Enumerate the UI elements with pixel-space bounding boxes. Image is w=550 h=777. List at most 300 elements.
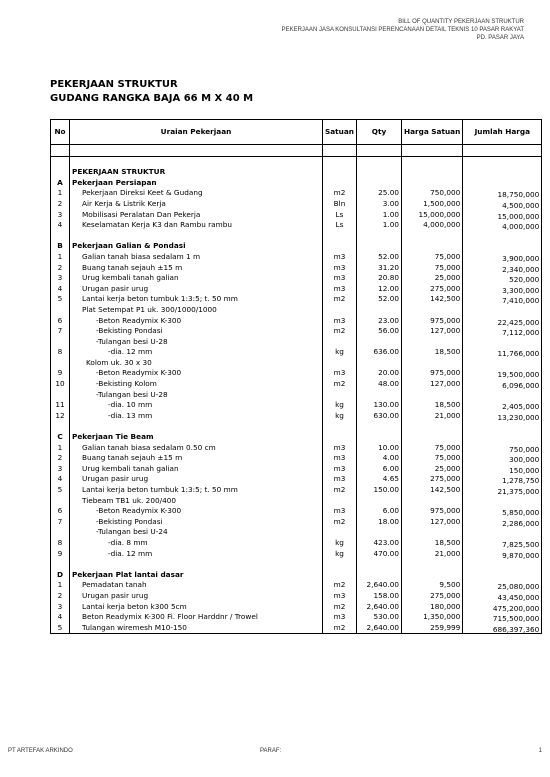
row-unit-price: 21,000 xyxy=(401,411,462,422)
row-description: -Beton Readymix K-300 xyxy=(70,316,323,327)
table-row xyxy=(51,580,542,591)
row-description: Air Kerja & Listrik Kerja xyxy=(70,199,323,210)
table-row xyxy=(51,167,542,178)
total-price-value: 19,500,000 xyxy=(497,370,540,380)
row-total-price xyxy=(463,178,542,189)
row-total-price xyxy=(463,400,542,411)
row-unit: m2 xyxy=(323,326,357,337)
row-no: 11 xyxy=(51,400,70,411)
total-price-value: 18,750,000 xyxy=(497,190,540,199)
col-header-unit: Satuan xyxy=(323,120,357,145)
row-unit-price xyxy=(401,305,462,316)
table-row xyxy=(51,443,542,454)
total-price-value: 686,397,360 xyxy=(492,624,540,634)
row-description: -Beton Readymix K-300 xyxy=(70,368,323,379)
row-unit-price: 180,000 xyxy=(401,602,462,613)
table-row xyxy=(51,453,542,464)
row-qty: 6.00 xyxy=(356,464,401,475)
row-total-price xyxy=(463,347,542,358)
total-price-value: 15,000,000 xyxy=(497,211,540,221)
row-unit xyxy=(323,390,357,401)
row-unit-price xyxy=(401,390,462,401)
row-description: Pekerjaan Plat lantai dasar xyxy=(70,570,323,581)
row-total-price xyxy=(463,337,542,348)
row-qty xyxy=(356,167,401,178)
row-no: 6 xyxy=(51,506,70,517)
table-row xyxy=(51,210,542,221)
total-price-value: 7,112,000 xyxy=(502,328,540,337)
row-unit: m3 xyxy=(323,368,357,379)
row-unit xyxy=(323,231,357,242)
row-unit xyxy=(323,358,357,369)
row-qty: 56.00 xyxy=(356,326,401,337)
row-unit: kg xyxy=(323,400,357,411)
total-price-value: 150,000 xyxy=(509,465,540,475)
col-header-no: No xyxy=(51,120,70,145)
row-qty xyxy=(356,432,401,443)
row-qty: 2,640.00 xyxy=(356,580,401,591)
row-qty: 48.00 xyxy=(356,379,401,390)
row-description: Beton Readymix K-300 Fi. Floor Harddnr / Trowel xyxy=(70,612,323,623)
total-price-value: 2,405,000 xyxy=(502,402,540,411)
row-no: 5 xyxy=(51,485,70,496)
row-description: Urugan pasir urug xyxy=(70,591,323,602)
row-total-price xyxy=(463,273,542,284)
row-qty: 12.00 xyxy=(356,284,401,295)
table-row xyxy=(51,517,542,528)
row-unit-price xyxy=(401,358,462,369)
row-unit-price: 1,500,000 xyxy=(401,199,462,210)
total-price-value: 520,000 xyxy=(509,275,540,284)
row-unit: m3 xyxy=(323,612,357,623)
row-no xyxy=(51,390,70,401)
row-description xyxy=(70,231,323,242)
row-unit: m2 xyxy=(323,294,357,305)
row-total-price xyxy=(463,485,542,496)
row-description: -dia. 13 mm xyxy=(70,411,323,422)
row-unit: m3 xyxy=(323,316,357,327)
row-qty xyxy=(356,390,401,401)
row-total-price xyxy=(463,591,542,602)
table-row xyxy=(51,496,542,507)
row-unit-price xyxy=(401,559,462,570)
table-row xyxy=(51,527,542,538)
row-qty: 470.00 xyxy=(356,549,401,560)
row-unit-price: 15,000,000 xyxy=(401,210,462,221)
row-no: 8 xyxy=(51,347,70,358)
row-total-price xyxy=(463,231,542,242)
row-description xyxy=(70,421,323,432)
row-no: 1 xyxy=(51,443,70,454)
table-row xyxy=(51,591,542,602)
row-total-price xyxy=(463,612,542,623)
row-unit xyxy=(323,167,357,178)
row-description: -Bekisting Kolom xyxy=(70,379,323,390)
row-qty: 2,640.00 xyxy=(356,602,401,613)
row-no: 4 xyxy=(51,474,70,485)
total-price-value: 11,766,000 xyxy=(497,349,540,358)
total-price-value: 1,278,750 xyxy=(502,476,540,485)
row-total-price xyxy=(463,368,542,379)
row-total-price xyxy=(463,570,542,581)
row-total-price xyxy=(463,559,542,570)
table-row xyxy=(51,549,542,560)
row-no: 1 xyxy=(51,252,70,263)
row-unit-price xyxy=(401,145,462,157)
row-qty xyxy=(356,241,401,252)
row-unit-price xyxy=(401,241,462,252)
row-no: C xyxy=(51,432,70,443)
row-no: 2 xyxy=(51,199,70,210)
table-body xyxy=(51,145,542,634)
row-unit-price xyxy=(401,231,462,242)
row-unit-price xyxy=(401,432,462,443)
row-qty: 20.80 xyxy=(356,273,401,284)
row-no: 8 xyxy=(51,538,70,549)
row-total-price xyxy=(463,580,542,591)
row-qty: 3.00 xyxy=(356,199,401,210)
row-qty: 1.00 xyxy=(356,210,401,221)
row-description: Tiebeam TB1 uk. 200/400 xyxy=(70,496,323,507)
table-row xyxy=(51,421,542,432)
table-row xyxy=(51,612,542,623)
total-price-value: 2,286,000 xyxy=(502,518,540,528)
row-description: -Tulangan besi U-24 xyxy=(70,527,323,538)
row-unit-price: 127,000 xyxy=(401,326,462,337)
row-qty: 4.65 xyxy=(356,474,401,485)
row-description: Urug kembali tanah galian xyxy=(70,273,323,284)
row-total-price xyxy=(463,623,542,634)
total-price-value: 3,900,000 xyxy=(502,253,540,263)
row-total-price xyxy=(463,496,542,507)
row-unit: kg xyxy=(323,549,357,560)
row-unit xyxy=(323,527,357,538)
row-qty: 52.00 xyxy=(356,252,401,263)
total-price-value: 2,340,000 xyxy=(502,264,540,274)
row-qty xyxy=(356,421,401,432)
row-unit: Bln xyxy=(323,199,357,210)
table-row xyxy=(51,284,542,295)
row-qty: 158.00 xyxy=(356,591,401,602)
row-total-price xyxy=(463,252,542,263)
row-unit-price xyxy=(401,421,462,432)
row-qty: 130.00 xyxy=(356,400,401,411)
row-unit-price: 275,000 xyxy=(401,591,462,602)
table-row xyxy=(51,559,542,570)
row-description: Urug kembali tanah galian xyxy=(70,464,323,475)
row-qty xyxy=(356,337,401,348)
row-total-price xyxy=(463,358,542,369)
table-row xyxy=(51,602,542,613)
row-unit-price: 4,000,000 xyxy=(401,220,462,231)
table-row xyxy=(51,400,542,411)
row-description: -Tulangan besi U-28 xyxy=(70,337,323,348)
row-unit: Ls xyxy=(323,210,357,221)
table-row xyxy=(51,316,542,327)
row-description: Buang tanah sejauh ±15 m xyxy=(70,453,323,464)
row-unit-price: 142,500 xyxy=(401,294,462,305)
row-unit: m2 xyxy=(323,602,357,613)
row-total-price xyxy=(463,421,542,432)
row-description: Plat Setempat P1 uk. 300/1000/1000 xyxy=(70,305,323,316)
table-row xyxy=(51,145,542,157)
row-no: 3 xyxy=(51,210,70,221)
row-unit-price: 975,000 xyxy=(401,506,462,517)
row-total-price xyxy=(463,156,542,167)
row-unit: m2 xyxy=(323,188,357,199)
row-unit xyxy=(323,156,357,167)
row-no xyxy=(51,156,70,167)
row-description: Kolom uk. 30 x 30 xyxy=(70,358,323,369)
row-description: Lantai kerja beton tumbuk 1:3:5; t. 50 mm xyxy=(70,485,323,496)
row-unit-price: 1,350,000 xyxy=(401,612,462,623)
row-total-price xyxy=(463,474,542,485)
row-unit-price: 750,000 xyxy=(401,188,462,199)
header-line-3: PD. PASAR JAYA xyxy=(476,35,524,41)
row-description: Urugan pasir urug xyxy=(70,284,323,295)
row-unit-price: 275,000 xyxy=(401,474,462,485)
table-row xyxy=(51,464,542,475)
row-unit-price xyxy=(401,527,462,538)
row-unit-price xyxy=(401,156,462,167)
row-no: 1 xyxy=(51,188,70,199)
table-row xyxy=(51,241,542,252)
row-unit xyxy=(323,559,357,570)
row-unit: m3 xyxy=(323,506,357,517)
row-total-price xyxy=(463,220,542,231)
row-total-price xyxy=(463,199,542,210)
row-unit-price: 975,000 xyxy=(401,316,462,327)
row-description: Pekerjaan Persiapan xyxy=(70,178,323,189)
row-qty: 31.20 xyxy=(356,263,401,274)
title-line-2: GUDANG RANGKA BAJA 66 M X 40 M xyxy=(50,93,254,104)
row-unit-price: 75,000 xyxy=(401,252,462,263)
header-line-1: BILL OF QUANTITY PEKERJAAN STRUKTUR xyxy=(398,19,524,25)
row-no: 6 xyxy=(51,316,70,327)
row-description: PEKERJAAN STRUKTUR xyxy=(70,167,323,178)
row-qty xyxy=(356,358,401,369)
row-no: 1 xyxy=(51,580,70,591)
table-row xyxy=(51,305,542,316)
row-unit-price: 9,500 xyxy=(401,580,462,591)
table-row xyxy=(51,263,542,274)
row-no xyxy=(51,305,70,316)
row-total-price xyxy=(463,411,542,422)
total-price-value: 22,425,000 xyxy=(497,317,540,327)
total-price-value: 750,000 xyxy=(509,444,540,454)
row-qty xyxy=(356,527,401,538)
row-qty: 636.00 xyxy=(356,347,401,358)
table-row xyxy=(51,252,542,263)
row-no: 5 xyxy=(51,623,70,634)
row-no: 3 xyxy=(51,464,70,475)
row-description: Pekerjaan Direksi Keet & Gudang xyxy=(70,188,323,199)
row-unit: m3 xyxy=(323,474,357,485)
row-unit-price: 18,500 xyxy=(401,347,462,358)
row-unit-price: 127,000 xyxy=(401,517,462,528)
row-unit xyxy=(323,145,357,157)
row-total-price xyxy=(463,379,542,390)
row-no: 9 xyxy=(51,368,70,379)
footer-company: PT ARTEFAK ARKINDO xyxy=(8,748,73,754)
row-unit-price: 259,999 xyxy=(401,623,462,634)
table-row xyxy=(51,506,542,517)
row-qty: 150.00 xyxy=(356,485,401,496)
row-unit xyxy=(323,496,357,507)
row-total-price xyxy=(463,538,542,549)
col-header-qty: Qty xyxy=(356,120,401,145)
row-description: Mobilisasi Peralatan Dan Pekerja xyxy=(70,210,323,221)
row-no xyxy=(51,358,70,369)
row-no: 2 xyxy=(51,263,70,274)
row-total-price xyxy=(463,294,542,305)
row-qty: 4.00 xyxy=(356,453,401,464)
row-no xyxy=(51,527,70,538)
row-no: 10 xyxy=(51,379,70,390)
row-description: -Bekisting Pondasi xyxy=(70,326,323,337)
total-price-value: 9,870,000 xyxy=(502,550,540,560)
table-row xyxy=(51,538,542,549)
total-price-value: 4,500,000 xyxy=(502,200,540,210)
table-row xyxy=(51,390,542,401)
row-total-price xyxy=(463,210,542,221)
row-total-price xyxy=(463,241,542,252)
row-unit: m3 xyxy=(323,284,357,295)
row-unit xyxy=(323,432,357,443)
table-row xyxy=(51,178,542,189)
table-row xyxy=(51,623,542,634)
row-description: -Tulangan besi U-28 xyxy=(70,390,323,401)
row-no xyxy=(51,559,70,570)
table-row xyxy=(51,379,542,390)
row-unit-price: 25,000 xyxy=(401,464,462,475)
title-line-1: PEKERJAAN STRUKTUR xyxy=(50,79,178,90)
row-total-price xyxy=(463,188,542,199)
table-row xyxy=(51,368,542,379)
row-unit-price xyxy=(401,178,462,189)
row-unit: kg xyxy=(323,538,357,549)
row-unit xyxy=(323,305,357,316)
total-price-value: 4,000,000 xyxy=(502,222,540,231)
row-unit-price: 275,000 xyxy=(401,284,462,295)
row-description: -dia. 12 mm xyxy=(70,549,323,560)
row-total-price xyxy=(463,145,542,157)
row-no xyxy=(51,337,70,348)
row-description xyxy=(70,156,323,167)
row-total-price xyxy=(463,443,542,454)
table-row xyxy=(51,326,542,337)
table-row xyxy=(51,199,542,210)
total-price-value: 43,450,000 xyxy=(497,592,540,602)
row-description: Pekerjaan Tie Beam xyxy=(70,432,323,443)
row-unit-price xyxy=(401,570,462,581)
row-qty: 23.00 xyxy=(356,316,401,327)
row-description: Keselamatan Kerja K3 dan Rambu rambu xyxy=(70,220,323,231)
row-description xyxy=(70,145,323,157)
row-total-price xyxy=(463,284,542,295)
row-no: 3 xyxy=(51,602,70,613)
row-total-price xyxy=(463,305,542,316)
row-total-price xyxy=(463,602,542,613)
row-qty: 20.00 xyxy=(356,368,401,379)
row-description: Pekerjaan Galian & Pondasi xyxy=(70,241,323,252)
page-title xyxy=(50,78,253,106)
row-no: 4 xyxy=(51,612,70,623)
row-description: Galian tanah biasa sedalam 1 m xyxy=(70,252,323,263)
row-total-price xyxy=(463,506,542,517)
total-price-value: 25,080,000 xyxy=(497,582,540,591)
row-qty xyxy=(356,496,401,507)
row-unit-price xyxy=(401,496,462,507)
row-qty: 10.00 xyxy=(356,443,401,454)
row-description: -dia. 8 mm xyxy=(70,538,323,549)
row-no: B xyxy=(51,241,70,252)
row-description: Lantai kerja beton k300 5cm xyxy=(70,602,323,613)
row-unit-price: 142,500 xyxy=(401,485,462,496)
row-description: Galian tanah biasa sedalam 0.50 cm xyxy=(70,443,323,454)
row-no: 3 xyxy=(51,273,70,284)
row-description: -Bekisting Pondasi xyxy=(70,517,323,528)
row-unit: Ls xyxy=(323,220,357,231)
row-qty: 530.00 xyxy=(356,612,401,623)
total-price-value: 13,230,000 xyxy=(497,412,540,422)
table-row xyxy=(51,358,542,369)
row-qty: 423.00 xyxy=(356,538,401,549)
row-total-price xyxy=(463,263,542,274)
table-row xyxy=(51,273,542,284)
row-no: 2 xyxy=(51,591,70,602)
row-unit-price: 18,500 xyxy=(401,400,462,411)
row-no xyxy=(51,421,70,432)
row-total-price xyxy=(463,549,542,560)
boq-table xyxy=(50,119,542,634)
table-header-row xyxy=(51,120,542,145)
table-row xyxy=(51,474,542,485)
row-description: Tulangan wiremesh M10-150 xyxy=(70,623,323,634)
row-total-price xyxy=(463,167,542,178)
header-line-2: PEKERJAAN JASA KONSULTANSI PERENCANAAN DETAIL TEKNIS 10 PASAR RAKYAT xyxy=(281,27,524,33)
total-price-value: 475,200,000 xyxy=(492,603,540,613)
row-unit-price xyxy=(401,337,462,348)
row-unit-price xyxy=(401,167,462,178)
row-qty: 25.00 xyxy=(356,188,401,199)
col-header-description: Uraian Pekerjaan xyxy=(70,120,323,145)
row-no: D xyxy=(51,570,70,581)
table-row xyxy=(51,156,542,167)
row-unit: m2 xyxy=(323,623,357,634)
row-qty: 52.00 xyxy=(356,294,401,305)
row-qty: 2,640.00 xyxy=(356,623,401,634)
total-price-value: 21,375,000 xyxy=(497,487,540,496)
row-total-price xyxy=(463,390,542,401)
row-unit: m2 xyxy=(323,379,357,390)
row-qty xyxy=(356,178,401,189)
col-header-total-price: Jumlah Harga xyxy=(463,120,542,145)
total-price-value: 6,096,000 xyxy=(502,381,540,390)
table-row xyxy=(51,294,542,305)
row-unit: m3 xyxy=(323,273,357,284)
total-price-value: 5,850,000 xyxy=(502,508,540,517)
row-qty xyxy=(356,570,401,581)
row-qty: 630.00 xyxy=(356,411,401,422)
table-row xyxy=(51,411,542,422)
row-qty: 1.00 xyxy=(356,220,401,231)
table-row xyxy=(51,432,542,443)
row-total-price xyxy=(463,527,542,538)
table-row xyxy=(51,188,542,199)
total-price-value: 715,500,000 xyxy=(492,614,540,623)
row-no: 4 xyxy=(51,220,70,231)
